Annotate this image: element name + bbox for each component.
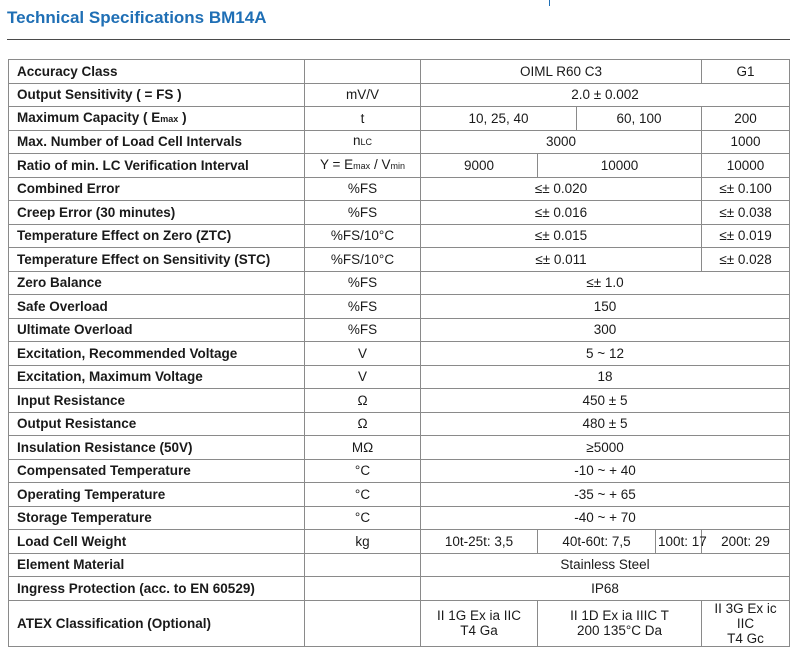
value-cell: 300	[421, 318, 790, 342]
unit-cell: Y = Emax / Vmin	[305, 154, 421, 178]
value-cell: IP68	[421, 577, 790, 601]
table-row	[9, 318, 790, 342]
value-cell: G1	[702, 60, 790, 84]
unit-cell: %FS	[305, 318, 421, 342]
value-cell: II 1D Ex ia IIIC T 200 135°C Da	[538, 600, 702, 646]
table-row	[9, 506, 790, 530]
table-row	[9, 365, 790, 389]
unit-cell: %FS/10°C	[305, 224, 421, 248]
unit-cell: nLC	[305, 130, 421, 154]
unit-cell: V	[305, 365, 421, 389]
value-cell: ≤± 0.020	[421, 177, 702, 201]
param-label: Excitation, Maximum Voltage	[9, 365, 305, 389]
table-row	[9, 483, 790, 507]
unit-cell: kg	[305, 530, 421, 554]
value-cell: 60, 100	[577, 107, 702, 131]
value-cell: Stainless Steel	[421, 553, 790, 577]
value-cell: II 1G Ex ia IIC T4 Ga	[421, 600, 538, 646]
value-cell: ≤± 0.038	[702, 201, 790, 225]
param-label: Safe Overload	[9, 295, 305, 319]
table-row	[9, 553, 790, 577]
value-cell: 5 ~ 12	[421, 342, 790, 366]
table-row	[9, 600, 790, 646]
unit-cell: MΩ	[305, 436, 421, 460]
page-title: Technical Specifications BM14A	[7, 8, 267, 27]
unit-cell: V	[305, 342, 421, 366]
unit-cell	[305, 553, 421, 577]
param-label: Temperature Effect on Zero (ZTC)	[9, 224, 305, 248]
table-row	[9, 248, 790, 272]
param-label: Creep Error (30 minutes)	[9, 201, 305, 225]
value-cell: ≤± 0.019	[702, 224, 790, 248]
param-label: Accuracy Class	[9, 60, 305, 84]
value-cell: 10000	[702, 154, 790, 178]
unit-cell: °C	[305, 506, 421, 530]
table-row	[9, 154, 790, 178]
value-cell: OIML R60 C3	[421, 60, 702, 84]
value-cell: 150	[421, 295, 790, 319]
table-row	[9, 60, 790, 84]
table-row	[9, 389, 790, 413]
table-row	[9, 342, 790, 366]
param-label: Input Resistance	[9, 389, 305, 413]
unit-cell: Ω	[305, 412, 421, 436]
table-row	[9, 530, 790, 554]
unit-cell: %FS	[305, 201, 421, 225]
unit-cell: °C	[305, 459, 421, 483]
value-cell: ≤± 0.015	[421, 224, 702, 248]
value-cell: 100t: 17	[656, 530, 702, 554]
unit-cell: %FS/10°C	[305, 248, 421, 272]
param-label: Compensated Temperature	[9, 459, 305, 483]
value-cell: -35 ~ + 65	[421, 483, 790, 507]
value-cell: 200t: 29	[702, 530, 790, 554]
param-label: Ratio of min. LC Verification Interval	[9, 154, 305, 178]
param-label: Zero Balance	[9, 271, 305, 295]
param-label: Insulation Resistance (50V)	[9, 436, 305, 460]
value-cell: ≤± 0.016	[421, 201, 702, 225]
unit-cell	[305, 60, 421, 84]
table-row	[9, 436, 790, 460]
table-row	[9, 224, 790, 248]
table-row	[9, 459, 790, 483]
table-row	[9, 271, 790, 295]
param-label: Ultimate Overload	[9, 318, 305, 342]
table-row	[9, 412, 790, 436]
param-label: Excitation, Recommended Voltage	[9, 342, 305, 366]
value-cell: 10000	[538, 154, 702, 178]
specifications-table	[8, 59, 790, 647]
value-cell: 450 ± 5	[421, 389, 790, 413]
unit-cell: Ω	[305, 389, 421, 413]
table-row	[9, 295, 790, 319]
value-cell: 18	[421, 365, 790, 389]
unit-cell: t	[305, 107, 421, 131]
table-row	[9, 107, 790, 131]
param-label: Ingress Protection (acc. to EN 60529)	[9, 577, 305, 601]
param-label: Operating Temperature	[9, 483, 305, 507]
param-label: Maximum Capacity ( Emax )	[9, 107, 305, 131]
value-cell: 9000	[421, 154, 538, 178]
title-divider	[7, 39, 790, 40]
header-tick-mark	[549, 0, 550, 6]
value-cell: 3000	[421, 130, 702, 154]
value-cell: ≤± 1.0	[421, 271, 790, 295]
value-cell: ≥5000	[421, 436, 790, 460]
param-label: Combined Error	[9, 177, 305, 201]
unit-cell: %FS	[305, 271, 421, 295]
param-label: Output Sensitivity ( = FS )	[9, 83, 305, 107]
param-label: Load Cell Weight	[9, 530, 305, 554]
value-cell: ≤± 0.011	[421, 248, 702, 272]
table-row	[9, 177, 790, 201]
value-cell: ≤± 0.028	[702, 248, 790, 272]
value-cell: 480 ± 5	[421, 412, 790, 436]
table-row	[9, 201, 790, 225]
param-label: ATEX Classification (Optional)	[9, 600, 305, 646]
unit-cell: %FS	[305, 295, 421, 319]
param-label: Temperature Effect on Sensitivity (STC)	[9, 248, 305, 272]
unit-cell: °C	[305, 483, 421, 507]
value-cell: 40t-60t: 7,5	[538, 530, 656, 554]
unit-cell	[305, 577, 421, 601]
value-cell: 2.0 ± 0.002	[421, 83, 790, 107]
unit-cell	[305, 600, 421, 646]
param-label: Storage Temperature	[9, 506, 305, 530]
param-label: Element Material	[9, 553, 305, 577]
value-cell: ≤± 0.100	[702, 177, 790, 201]
value-cell: 10, 25, 40	[421, 107, 577, 131]
unit-cell: mV/V	[305, 83, 421, 107]
value-cell: II 3G Ex ic IIC T4 Gc	[702, 600, 790, 646]
param-label: Max. Number of Load Cell Intervals	[9, 130, 305, 154]
table-row	[9, 130, 790, 154]
table-row	[9, 577, 790, 601]
param-label: Output Resistance	[9, 412, 305, 436]
value-cell: 200	[702, 107, 790, 131]
unit-cell: %FS	[305, 177, 421, 201]
value-cell: 10t-25t: 3,5	[421, 530, 538, 554]
value-cell: -10 ~ + 40	[421, 459, 790, 483]
table-row	[9, 83, 790, 107]
value-cell: -40 ~ + 70	[421, 506, 790, 530]
value-cell: 1000	[702, 130, 790, 154]
